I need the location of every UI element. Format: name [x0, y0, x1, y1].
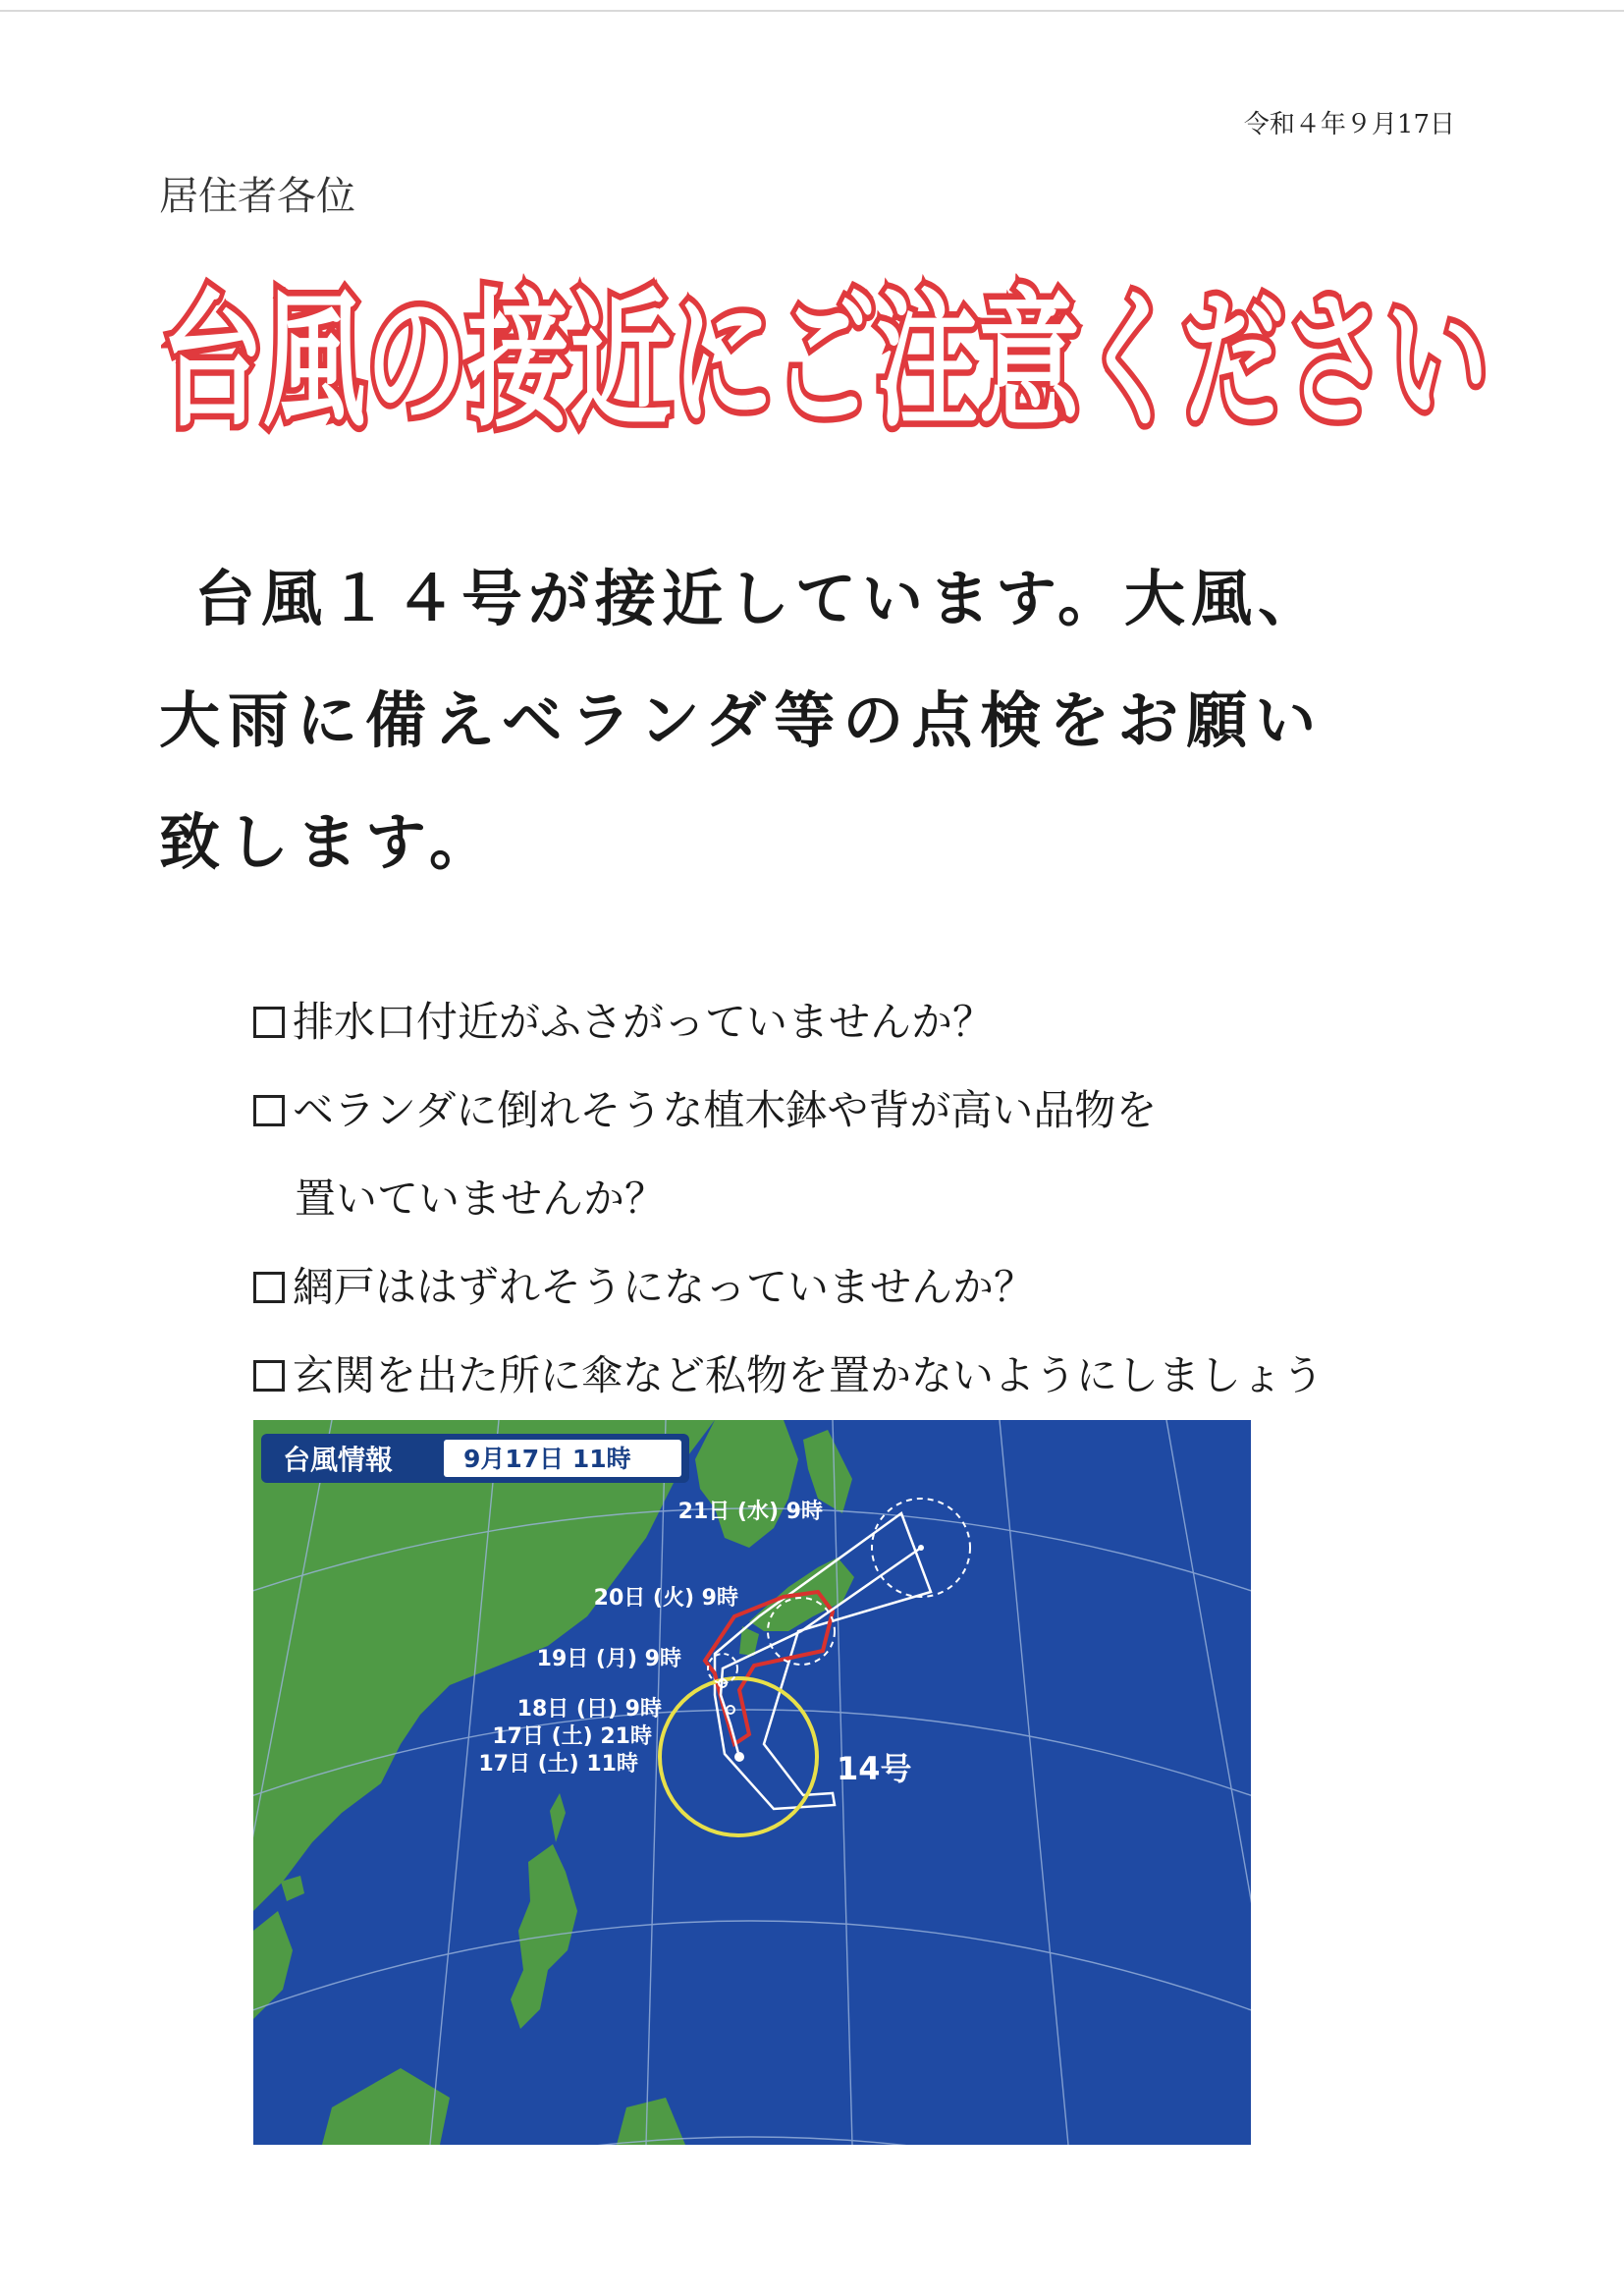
- map-header-label: 台風情報: [283, 1444, 394, 1476]
- checkbox-icon: [253, 1007, 285, 1038]
- typhoon-map: [253, 1420, 1251, 2145]
- forecast-label-20: 20日 (火) 9時: [593, 1586, 738, 1611]
- body-line-1: 台風１４号が接近しています。大風、: [194, 563, 1326, 634]
- checkbox-icon: [253, 1360, 285, 1392]
- forecast-label-21: 21日 (水) 9時: [677, 1500, 823, 1524]
- checklist-item-text: ベランダに倒れそうな植木鉢や背が高い品物を: [293, 1086, 1158, 1134]
- scan-edge-line: [0, 10, 1624, 12]
- checklist-item-text: 排水口付近がふさがっていませんか？: [293, 998, 995, 1046]
- typhoon-center: [734, 1752, 744, 1762]
- checklist-item-text: 玄関を出た所に傘など私物を置かないようにしましょう: [293, 1351, 1325, 1399]
- checkbox-icon: [253, 1272, 285, 1303]
- checklist-item-veranda: [253, 1066, 1432, 1155]
- checklist: [253, 978, 1432, 1420]
- checklist-item-drain: [253, 978, 1432, 1066]
- document-date: 令和４年９月17日: [1243, 110, 1455, 139]
- forecast-label-17-11: 17日 (土) 11時: [478, 1752, 638, 1777]
- checklist-item-veranda-continued: [253, 1155, 1432, 1243]
- typhoon-map-svg: [253, 1420, 1251, 2145]
- map-header-time: 9月17日 11時: [463, 1445, 631, 1473]
- checklist-item-entrance: [253, 1332, 1432, 1420]
- forecast-label-19: 19日 (月) 9時: [536, 1647, 681, 1671]
- typhoon-number-label: 14号: [837, 1750, 912, 1787]
- body-line-3: 致します。: [159, 806, 499, 878]
- forecast-label-17-21: 17日 (土) 21時: [492, 1724, 652, 1749]
- checklist-item-text: 置いていませんか？: [295, 1175, 667, 1223]
- forecast-center-21: [918, 1545, 924, 1551]
- body-line-2: 大雨に備えベランダ等の点検をお願い: [159, 684, 1325, 756]
- headline-title: 台風の接近にご注意ください: [161, 273, 1489, 448]
- checklist-item-text: 網戸ははずれそうになっていませんか？: [293, 1263, 1036, 1311]
- forecast-label-18: 18日 (日) 9時: [516, 1697, 662, 1722]
- notice-body: [159, 538, 1475, 903]
- recipient-line: 居住者各位: [159, 174, 355, 219]
- checklist-item-screen-door: [253, 1243, 1432, 1332]
- checkbox-icon: [253, 1095, 285, 1126]
